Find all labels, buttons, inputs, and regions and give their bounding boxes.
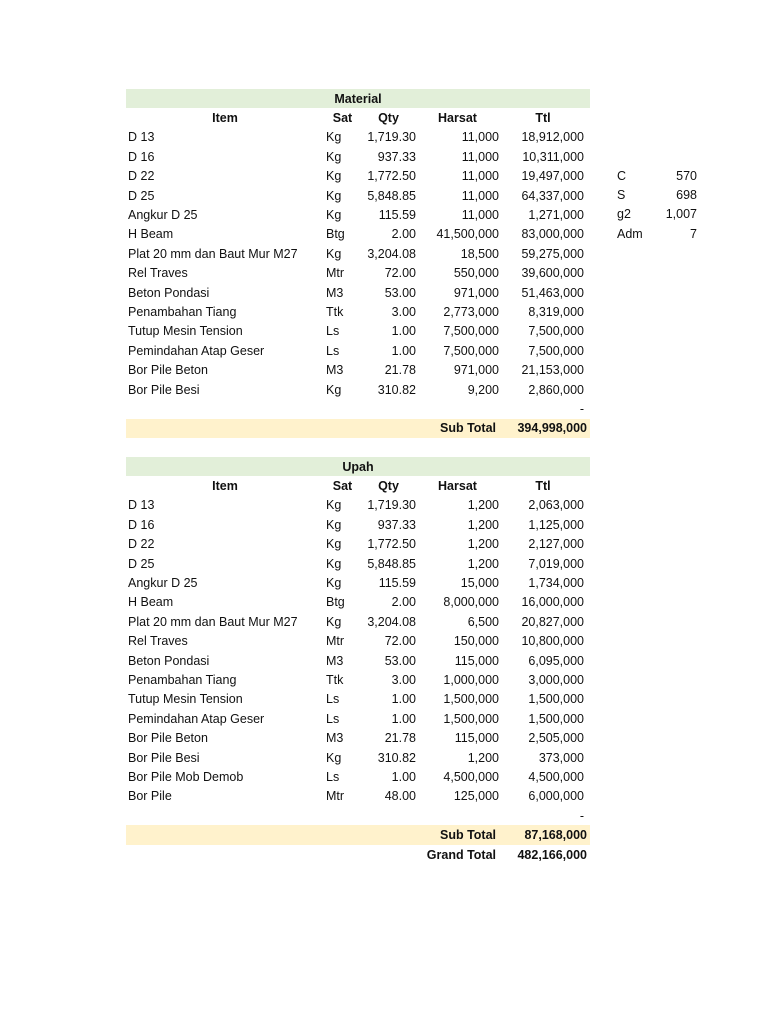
upah-title	[126, 457, 590, 476]
table-row	[126, 205, 590, 224]
item-cell: Penambahan Tiang	[128, 672, 237, 687]
qty-cell: 115.59	[378, 576, 416, 591]
material-title-text: Material	[334, 91, 382, 106]
table-row	[126, 670, 590, 689]
qty-cell: 1,719.30	[367, 130, 416, 145]
ttl-cell: 1,271,000	[528, 208, 584, 223]
sat-cell: Kg	[326, 576, 342, 591]
qty-cell: 1.00	[391, 769, 416, 784]
item-cell: Bor Pile Beton	[128, 363, 208, 378]
table-row	[126, 593, 590, 612]
side-value-number: 570	[676, 168, 697, 183]
ttl-cell: 2,127,000	[528, 537, 584, 552]
table-row	[126, 225, 590, 244]
header-sat: Sat	[332, 111, 353, 126]
harsat-cell: 2,773,000	[443, 304, 499, 319]
table-row	[126, 612, 590, 631]
qty-cell: 72.00	[384, 634, 416, 649]
side-value-number: 7	[690, 226, 697, 241]
ttl-cell: 7,500,000	[528, 324, 584, 339]
side-value-row	[617, 166, 697, 185]
ttl-cell: 2,063,000	[528, 498, 584, 513]
qty-cell: 1.00	[391, 324, 416, 339]
sat-cell: M3	[326, 285, 344, 300]
qty-cell: 937.33	[377, 149, 416, 164]
ttl-cell: 10,311,000	[522, 149, 584, 164]
material-rows	[126, 128, 590, 419]
table-row	[126, 167, 590, 186]
sat-cell: Kg	[326, 614, 342, 629]
table-row	[126, 360, 590, 379]
side-value-row	[617, 205, 697, 224]
ttl-cell: 16,000,000	[521, 595, 584, 610]
material-subtotal-label: Sub Total	[439, 421, 496, 436]
harsat-cell: 11,000	[461, 149, 499, 164]
sat-cell: Kg	[326, 537, 342, 552]
qty-cell: 310.82	[377, 750, 416, 765]
qty-cell: 48.00	[384, 789, 416, 804]
table-row	[126, 302, 590, 321]
ttl-cell: 51,463,000	[521, 285, 584, 300]
table-row	[126, 787, 590, 806]
material-subtotal-row	[126, 419, 590, 438]
qty-cell: 2.00	[391, 595, 416, 610]
item-cell: D 25	[128, 188, 155, 203]
table-row	[126, 380, 590, 399]
sat-cell: Ls	[326, 343, 340, 358]
sat-cell: Kg	[326, 498, 342, 513]
ttl-cell: 7,019,000	[528, 556, 584, 571]
table-row	[126, 341, 590, 360]
ttl-cell: 39,600,000	[521, 266, 584, 281]
sat-cell: Kg	[326, 556, 342, 571]
sat-cell: Kg	[326, 750, 342, 765]
side-values	[617, 166, 697, 244]
ttl-cell: 8,319,000	[528, 304, 584, 319]
table-row	[126, 535, 590, 554]
harsat-cell: 41,500,000	[436, 227, 499, 242]
sat-cell: Kg	[326, 246, 342, 261]
item-cell: Angkur D 25	[128, 208, 198, 223]
qty-cell: 1.00	[391, 692, 416, 707]
item-cell: Penambahan Tiang	[128, 304, 237, 319]
grand-total-row	[126, 845, 590, 864]
material-title	[126, 89, 590, 108]
sat-cell: M3	[326, 363, 344, 378]
item-cell: Plat 20 mm dan Baut Mur M27	[128, 614, 298, 629]
table-row	[126, 244, 590, 263]
item-cell: D 13	[128, 498, 155, 513]
side-value-row	[617, 224, 697, 243]
item-cell: Beton Pondasi	[128, 653, 210, 668]
ttl-cell: 59,275,000	[521, 246, 584, 261]
qty-cell: 1.00	[391, 711, 416, 726]
harsat-cell: 11,000	[461, 208, 499, 223]
harsat-cell: 18,500	[460, 246, 499, 261]
item-cell: Rel Traves	[128, 266, 188, 281]
table-row	[126, 748, 590, 767]
side-value-number: 1,007	[665, 207, 697, 222]
side-value-label: S	[617, 188, 626, 203]
qty-cell: 5,848.85	[367, 188, 416, 203]
upah-rows	[126, 496, 590, 826]
ttl-cell: 1,125,000	[528, 517, 584, 532]
upah-header-row	[126, 476, 590, 495]
sat-cell: M3	[326, 731, 344, 746]
ttl-cell: -	[579, 401, 584, 416]
table-row	[126, 399, 590, 418]
item-cell: Bor Pile	[128, 789, 172, 804]
grand-total-value: 482,166,000	[517, 847, 587, 862]
item-cell: H Beam	[128, 595, 174, 610]
harsat-cell: 125,000	[453, 789, 499, 804]
harsat-cell: 1,200	[467, 556, 499, 571]
sat-cell: Mtr	[326, 789, 345, 804]
harsat-cell: 1,200	[467, 537, 499, 552]
harsat-cell: 1,500,000	[443, 692, 499, 707]
table-row	[126, 186, 590, 205]
item-cell: D 16	[128, 149, 155, 164]
table-row	[126, 515, 590, 534]
qty-cell: 21.78	[384, 363, 416, 378]
upah-subtotal-label: Sub Total	[439, 828, 496, 843]
table-row	[126, 283, 590, 302]
harsat-cell: 4,500,000	[443, 769, 499, 784]
sat-cell: M3	[326, 653, 344, 668]
qty-cell: 937.33	[377, 517, 416, 532]
sat-cell: Ttk	[326, 304, 344, 319]
upah-subtotal-row	[126, 825, 590, 844]
sat-cell: Kg	[326, 382, 342, 397]
item-cell: Bor Pile Mob Demob	[128, 769, 244, 784]
ttl-cell: 2,860,000	[528, 382, 584, 397]
item-cell: H Beam	[128, 227, 174, 242]
item-cell: D 16	[128, 517, 155, 532]
ttl-cell: 18,912,000	[521, 130, 584, 145]
sat-cell: Mtr	[326, 634, 345, 649]
harsat-cell: 7,500,000	[443, 324, 499, 339]
sat-cell: Mtr	[326, 266, 345, 281]
harsat-cell: 115,000	[454, 653, 499, 668]
material-table	[126, 89, 590, 438]
table-row	[126, 806, 590, 825]
qty-cell: 3.00	[391, 304, 416, 319]
sat-cell: Ls	[326, 692, 340, 707]
harsat-cell: 7,500,000	[443, 343, 499, 358]
ttl-cell: -	[579, 808, 584, 823]
sat-cell: Btg	[326, 595, 345, 610]
qty-cell: 2.00	[391, 227, 416, 242]
qty-cell: 3,204.08	[367, 614, 416, 629]
item-cell: Plat 20 mm dan Baut Mur M27	[128, 246, 298, 261]
item-cell: Beton Pondasi	[128, 285, 210, 300]
qty-cell: 115.59	[378, 208, 416, 223]
side-value-label: C	[617, 168, 627, 183]
ttl-cell: 373,000	[538, 750, 584, 765]
harsat-cell: 8,000,000	[443, 595, 499, 610]
qty-cell: 1,772.50	[367, 537, 416, 552]
qty-cell: 1,772.50	[367, 169, 416, 184]
ttl-cell: 7,500,000	[528, 343, 584, 358]
table-row	[126, 728, 590, 747]
header-item: Item	[212, 111, 238, 126]
harsat-cell: 11,000	[461, 188, 499, 203]
table-row	[126, 264, 590, 283]
sat-cell: Kg	[326, 517, 342, 532]
ttl-cell: 21,153,000	[521, 363, 584, 378]
harsat-cell: 550,000	[453, 266, 499, 281]
item-cell: D 25	[128, 556, 155, 571]
item-cell: Pemindahan Atap Geser	[128, 343, 265, 358]
qty-cell: 21.78	[384, 731, 416, 746]
table-row	[126, 573, 590, 592]
header-harsat: Harsat	[438, 479, 477, 494]
side-value-label: Adm	[617, 226, 643, 241]
header-sat: Sat	[332, 479, 353, 494]
qty-cell: 310.82	[377, 382, 416, 397]
sat-cell: Ls	[326, 324, 340, 339]
qty-cell: 72.00	[384, 266, 416, 281]
harsat-cell: 971,000	[453, 363, 499, 378]
harsat-cell: 150,000	[453, 634, 499, 649]
harsat-cell: 971,000	[453, 285, 499, 300]
harsat-cell: 115,000	[454, 731, 499, 746]
qty-cell: 5,848.85	[367, 556, 416, 571]
item-cell: D 22	[128, 537, 155, 552]
item-cell: Tutup Mesin Tension	[128, 692, 243, 707]
table-row	[126, 128, 590, 147]
grand-total-label: Grand Total	[426, 847, 496, 862]
header-item: Item	[212, 479, 238, 494]
table-row	[126, 690, 590, 709]
table-row	[126, 632, 590, 651]
header-qty: Qty	[378, 479, 399, 494]
harsat-cell: 15,000	[460, 576, 499, 591]
ttl-cell: 1,500,000	[528, 711, 584, 726]
table-row	[126, 147, 590, 166]
table-row	[126, 767, 590, 786]
sat-cell: Btg	[326, 227, 345, 242]
table-row	[126, 651, 590, 670]
item-cell: Bor Pile Besi	[128, 750, 200, 765]
sat-cell: Kg	[326, 169, 342, 184]
item-cell: Tutup Mesin Tension	[128, 324, 243, 339]
sat-cell: Kg	[326, 188, 342, 203]
item-cell: Bor Pile Beton	[128, 731, 208, 746]
ttl-cell: 6,000,000	[528, 789, 584, 804]
sat-cell: Kg	[326, 130, 342, 145]
upah-table	[126, 457, 590, 864]
harsat-cell: 1,200	[467, 498, 499, 513]
ttl-cell: 3,000,000	[528, 672, 584, 687]
material-header-row	[126, 108, 590, 127]
qty-cell: 53.00	[384, 285, 416, 300]
ttl-cell: 19,497,000	[521, 169, 584, 184]
item-cell: D 13	[128, 130, 155, 145]
header-ttl: Ttl	[535, 479, 551, 494]
header-qty: Qty	[378, 111, 399, 126]
ttl-cell: 83,000,000	[521, 227, 584, 242]
side-value-row	[617, 185, 697, 204]
sat-cell: Ls	[326, 769, 340, 784]
harsat-cell: 9,200	[467, 382, 499, 397]
harsat-cell: 1,000,000	[443, 672, 499, 687]
table-row	[126, 496, 590, 515]
ttl-cell: 1,734,000	[528, 576, 584, 591]
sat-cell: Kg	[326, 149, 342, 164]
item-cell: Bor Pile Besi	[128, 382, 200, 397]
upah-title-text: Upah	[342, 459, 374, 474]
ttl-cell: 10,800,000	[521, 634, 584, 649]
header-harsat: Harsat	[438, 111, 477, 126]
harsat-cell: 1,500,000	[443, 711, 499, 726]
table-row	[126, 709, 590, 728]
qty-cell: 3.00	[391, 672, 416, 687]
harsat-cell: 11,000	[461, 130, 499, 145]
item-cell: Angkur D 25	[128, 576, 198, 591]
harsat-cell: 11,000	[461, 169, 499, 184]
qty-cell: 1.00	[391, 343, 416, 358]
harsat-cell: 6,500	[467, 614, 499, 629]
item-cell: Pemindahan Atap Geser	[128, 711, 265, 726]
side-value-number: 698	[676, 188, 697, 203]
sat-cell: Kg	[326, 208, 342, 223]
material-subtotal-value: 394,998,000	[517, 421, 587, 436]
ttl-cell: 2,505,000	[528, 731, 584, 746]
side-value-label: g2	[617, 207, 631, 222]
ttl-cell: 4,500,000	[528, 769, 584, 784]
sat-cell: Ls	[326, 711, 340, 726]
ttl-cell: 6,095,000	[528, 653, 584, 668]
item-cell: D 22	[128, 169, 155, 184]
header-ttl: Ttl	[535, 111, 551, 126]
table-row	[126, 554, 590, 573]
upah-subtotal-value: 87,168,000	[524, 828, 587, 843]
ttl-cell: 64,337,000	[521, 188, 584, 203]
qty-cell: 53.00	[384, 653, 416, 668]
qty-cell: 1,719.30	[367, 498, 416, 513]
harsat-cell: 1,200	[467, 517, 499, 532]
item-cell: Rel Traves	[128, 634, 188, 649]
harsat-cell: 1,200	[467, 750, 499, 765]
ttl-cell: 1,500,000	[528, 692, 584, 707]
ttl-cell: 20,827,000	[521, 614, 584, 629]
sat-cell: Ttk	[326, 672, 344, 687]
table-row	[126, 322, 590, 341]
qty-cell: 3,204.08	[367, 246, 416, 261]
